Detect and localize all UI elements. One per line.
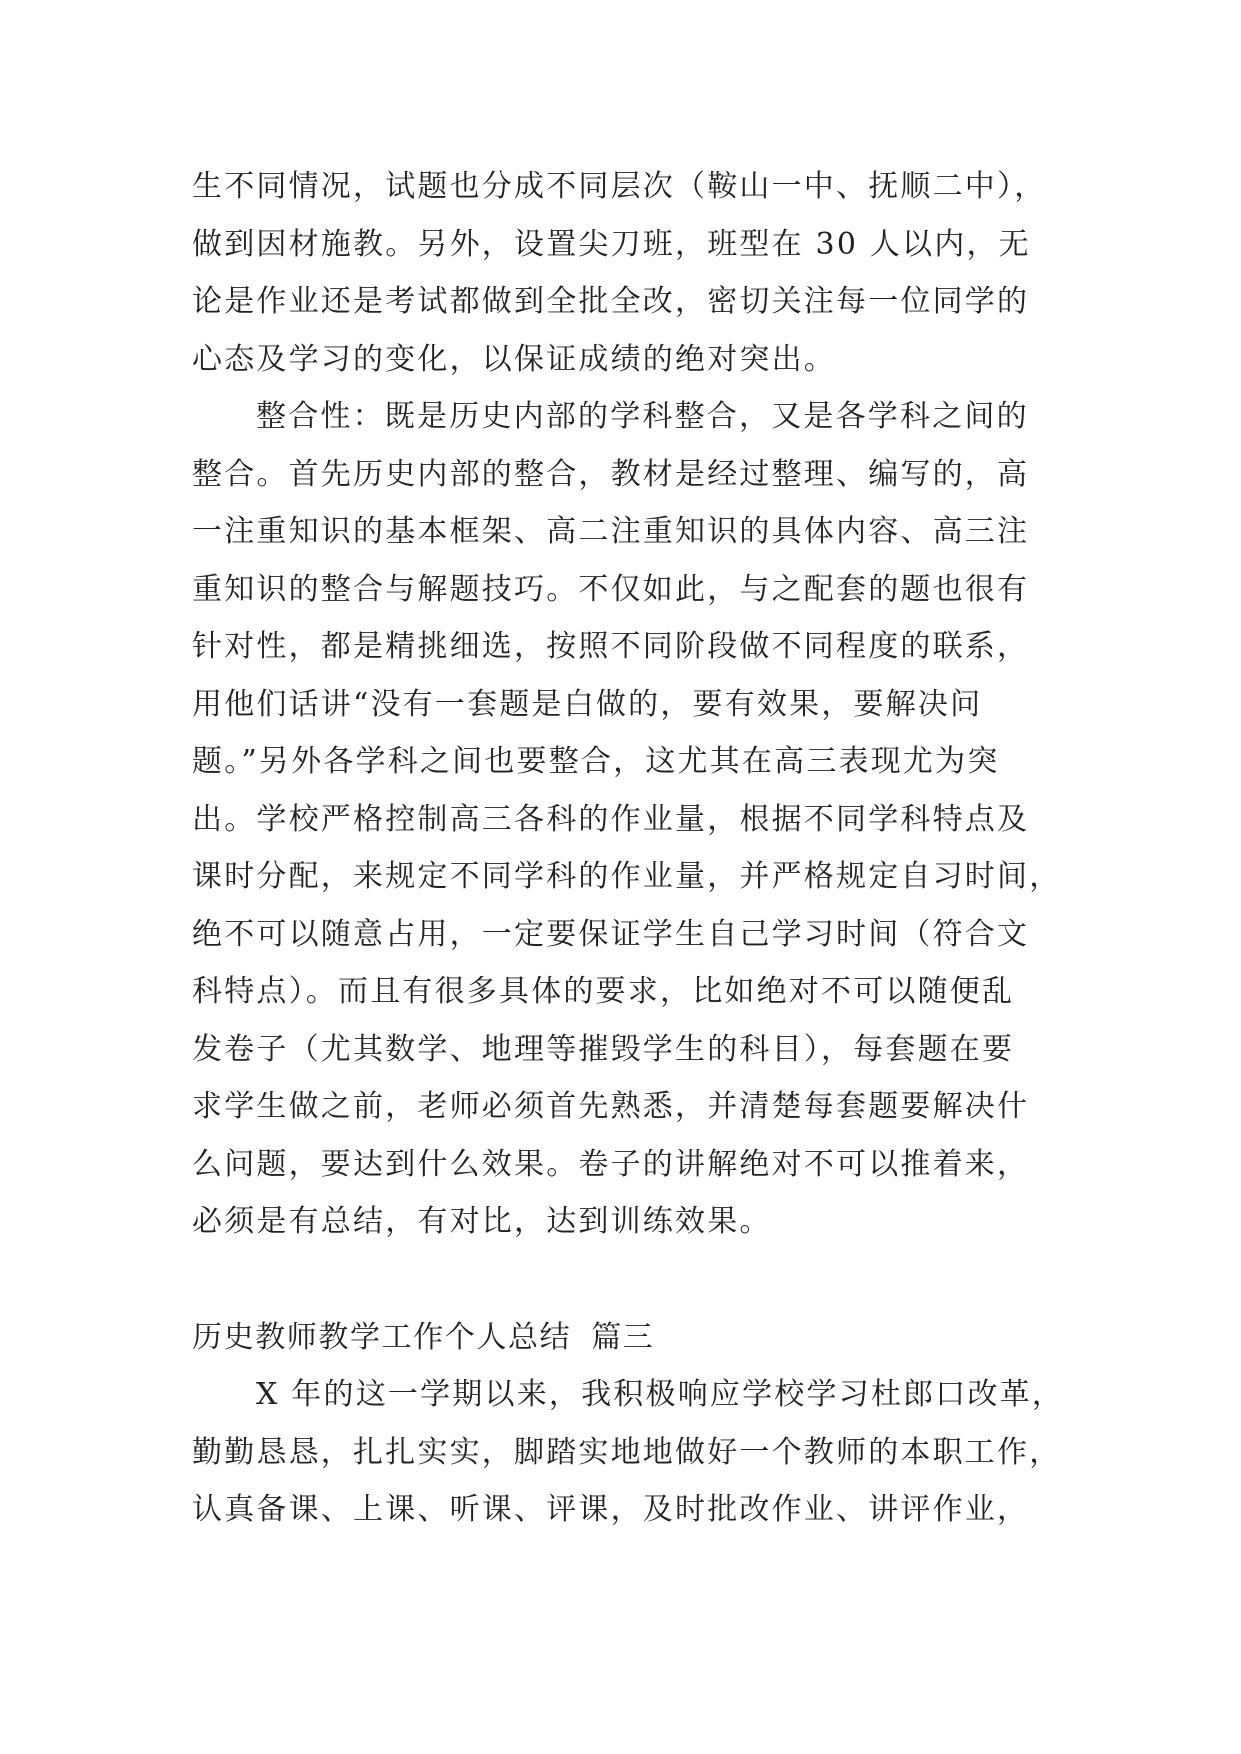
text-line: 课时分配，来规定不同学科的作业量，并严格规定自习时间，	[192, 859, 1062, 894]
document-page	[192, 158, 1065, 1539]
text-line: 绝不可以随意占用，一定要保证学生自己学习时间（符合文	[192, 916, 1030, 952]
section-suffix: 篇三	[591, 1319, 655, 1355]
text-line: 发卷子（尤其数学、地理等摧毁学生的科目），每套题在要	[192, 1031, 1015, 1067]
text-line: 重知识的整合与解题技巧。不仅如此，与之配套的题也很有	[192, 571, 1030, 607]
section-title: 历史教师教学工作个人总结	[192, 1319, 572, 1355]
text-line: 求学生做之前，老师必须首先熟悉，并清楚每套题要解决什	[192, 1089, 1030, 1124]
text-line: 出。学校严格控制高三各科的作业量，根据不同学科特点及	[192, 801, 1030, 837]
text-line: 科特点）。而且有很多具体的要求，比如绝对不可以随便乱	[192, 974, 1015, 1009]
text-line: 整合性：既是历史内部的学科整合，又是各学科之间的	[256, 399, 1029, 434]
text-line: 勤勤恳恳，扎扎实实，脚踏实地地做好一个教师的本职工作，	[192, 1434, 1062, 1470]
text-line: 么问题，要达到什么效果。卷子的讲解绝对不可以推着来，	[192, 1146, 1030, 1182]
text-line: 论是作业还是考试都做到全批全改，密切关注每一位同学的	[192, 284, 1030, 319]
paragraph-3	[192, 1366, 1065, 1539]
section-heading	[192, 1309, 1052, 1367]
text-line: X 年的这一学期以来，我积极响应学校学习杜郎口改革，	[256, 1377, 1065, 1412]
text-line: 用他们话讲“没有一套题是白做的，要有效果，要解决问	[192, 686, 983, 722]
text-line: 生不同情况，试题也分成不同层次（鞍山一中、抚顺二中），	[192, 169, 1047, 204]
text-line: 针对性，都是精挑细选，按照不同阶段做不同程度的联系，	[192, 629, 1030, 664]
text-line: 一注重知识的基本框架、高二注重知识的具体内容、高三注	[192, 514, 1030, 549]
paragraph-1	[192, 158, 1052, 388]
text-line: 必须是有总结，有对比，达到训练效果。	[192, 1204, 772, 1239]
paragraph-2	[192, 388, 1062, 1251]
text-line: 整合。首先历史内部的整合，教材是经过整理、编写的，高	[192, 456, 1030, 492]
section-spacer	[192, 1251, 1052, 1309]
text-line: 认真备课、上课、听课、评课，及时批改作业、讲评作业，	[192, 1492, 1030, 1527]
text-line: 做到因材施教。另外，设置尖刀班，班型在 30 人以内，无	[192, 226, 1031, 262]
text-line: 心态及学习的变化，以保证成绩的绝对突出。	[192, 341, 836, 377]
text-line: 题。”另外各学科之间也要整合，这尤其在高三表现尤为突	[192, 744, 1000, 779]
